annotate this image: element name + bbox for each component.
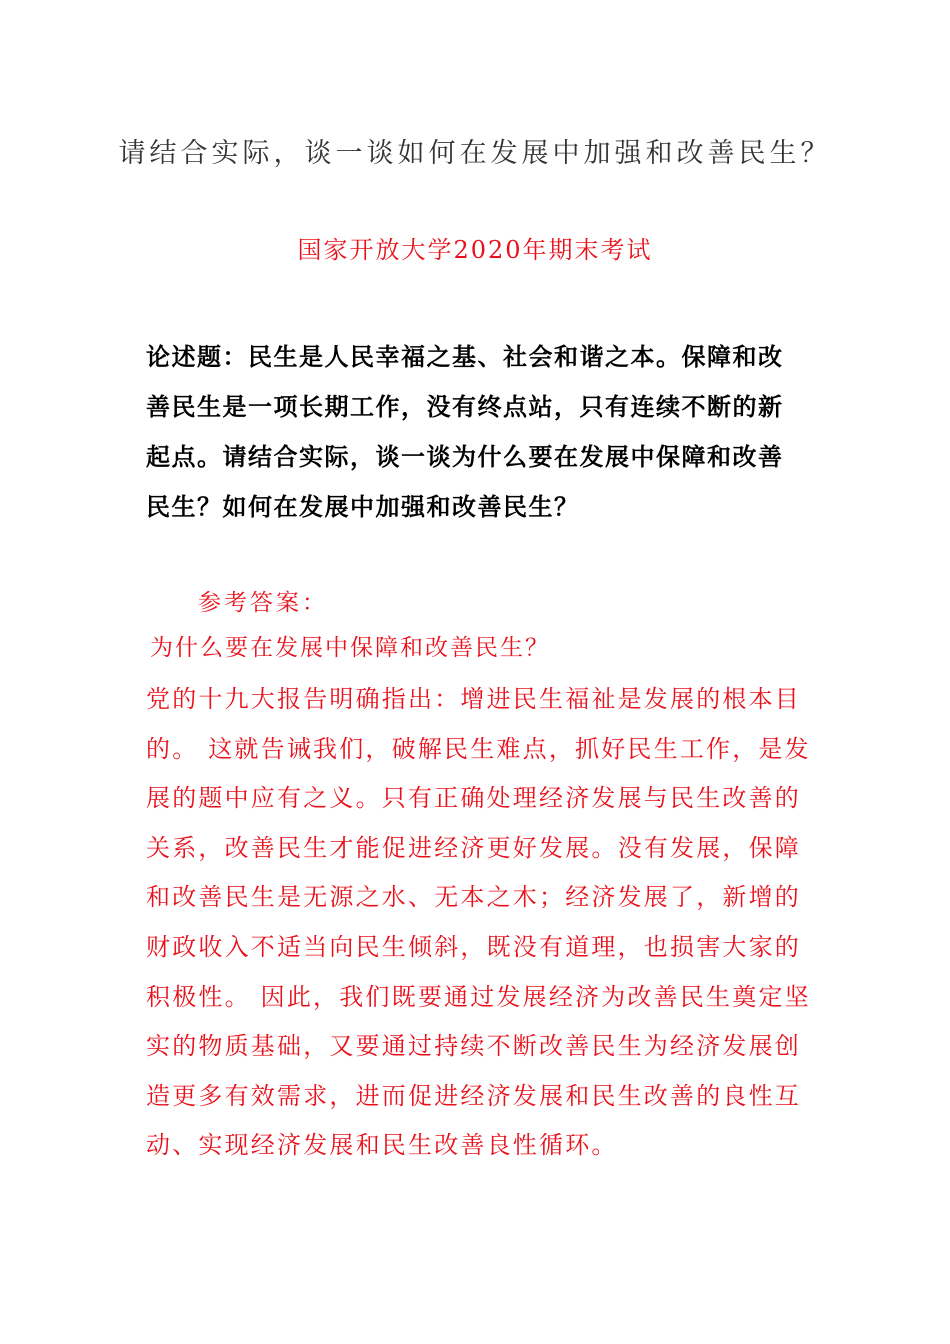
answer-line: 党的十九大报告明确指出：增进民生福祉是发展的根本目 — [146, 685, 801, 713]
answer-line: 展的题中应有之义。只有正确处理经济发展与民生改善的 — [146, 784, 801, 813]
answer-line: 的。 这就告诫我们，破解民生难点，抓好民生工作，是发 — [146, 734, 811, 763]
reference-answer-label: 参考答案： — [198, 590, 328, 616]
question-line: 起点。请结合实际，谈一谈为什么要在发展中保障和改善 — [146, 442, 784, 471]
answer-line: 造更多有效需求，进而促进经济发展和民生改善的良性互 — [146, 1081, 801, 1110]
answer-line: 实的物质基础，又要通过持续不断改善民生为经济发展创 — [146, 1032, 801, 1061]
question-line: 民生？如何在发展中加强和改善民生？ — [146, 492, 580, 521]
question-line: 善民生是一项长期工作，没有终点站，只有连续不断的新 — [146, 392, 784, 421]
exam-subtitle: 国家开放大学2020年期末考试 — [297, 236, 653, 264]
answer-line: 动、实现经济发展和民生改善良性循环。 — [146, 1131, 618, 1160]
answer-body — [146, 675, 816, 1171]
question-line: 论述题：民生是人民幸福之基、社会和谐之本。保障和改 — [146, 342, 784, 371]
answer-line: 关系，改善民生才能促进经济更好发展。没有发展，保障 — [146, 833, 801, 862]
answer-line: 和改善民生是无源之水、无本之木；经济发展了，新增的 — [146, 883, 801, 912]
answer-line: 积极性。 因此，我们既要通过发展经济为改善民生奠定坚 — [146, 982, 811, 1011]
document-title: 请结合实际，谈一谈如何在发展中加强和改善民生？ — [118, 138, 832, 169]
essay-question — [146, 332, 806, 532]
answer-line: 财政收入不适当向民生倾斜，既没有道理，也损害大家的 — [146, 932, 801, 961]
answer-heading: 为什么要在发展中保障和改善民生？ — [150, 635, 550, 661]
